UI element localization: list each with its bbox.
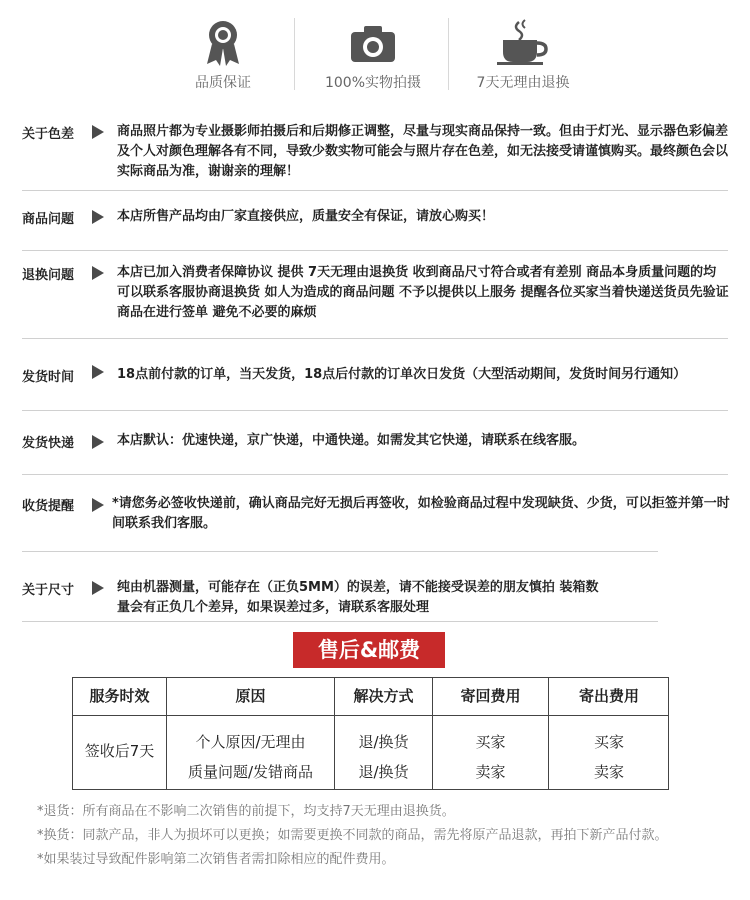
notice-label: 关于色差 (22, 127, 75, 142)
notice-text: 商品照片都为专业摄影师拍摄后和后期修正调整，尽量与现实商品保持一致。但由于灯光、显示器色彩偏差及个人对颜色理解各有不同，导致少数实物可能会与照片存在色差，如无法接受请谨慎购买。最终颜色会以实际商品为准，谢谢亲的理解！ (117, 124, 729, 179)
play-arrow-icon (92, 498, 104, 512)
divider (22, 190, 728, 191)
return-badge (448, 18, 598, 92)
notice-text: *请您务必签收快递前，确认商品完好无损后再签收，如检验商品过程中发现缺货、少货，可以拒签并第一时间联系我们客服。 (112, 496, 730, 531)
divider (22, 551, 658, 552)
notice-label: 关于尺寸 (22, 583, 75, 598)
badge-label: 品质保证 (195, 75, 251, 91)
notice-text: 18点前付款的订单，当天发货，18点后付款的订单次日发货（大型活动期间，发货时间另行通知） (117, 367, 687, 382)
notice-text: 本店所售产品均由厂家直接供应，质量安全有保证，请放心购买！ (117, 209, 495, 224)
notice-text: 本店默认：优速快递，京广快递，中通快递。如需发其它快递，请联系在线客服。 (117, 433, 586, 448)
camera-icon (348, 18, 398, 68)
after-sales-table (72, 677, 669, 790)
divider (22, 474, 728, 475)
play-arrow-icon (92, 125, 104, 139)
footnote-exchange: *换货：同款产品，非人为损坏可以更换；如需要更换不同款的商品，需先将原产品退款，再拍下新产品付款。 (37, 828, 668, 843)
send-fee-cell: 卖家 (593, 763, 624, 781)
footnote-return: *退货：所有商品在不影响二次销售的前提下，均支持7天无理由退换货。 (37, 804, 455, 819)
play-arrow-icon (92, 365, 104, 379)
badge-label: 7天无理由退换 (476, 75, 570, 91)
notice-label: 收货提醒 (22, 499, 75, 514)
service-badges (0, 0, 750, 100)
coffee-cup-icon (495, 18, 551, 68)
solution-cell: 退/换货 (358, 763, 409, 781)
return-fee-cell: 买家 (475, 733, 506, 751)
notice-label: 发货时间 (22, 370, 75, 385)
rosette-icon (203, 18, 243, 68)
table-header: 原因 (235, 687, 266, 705)
notice-text: 纯由机器测量，可能存在（正负5MM）的误差，请不能接受误差的朋友慎拍 装箱数量会有正负几个差异，如果误差过多，请联系客服处理 (117, 580, 599, 615)
table-divider (73, 715, 668, 716)
notice-label: 发货快递 (22, 436, 75, 451)
divider (22, 338, 728, 339)
quality-badge (148, 18, 298, 92)
notice-label: 退换问题 (22, 268, 75, 283)
return-fee-cell: 卖家 (475, 763, 506, 781)
divider (22, 250, 728, 251)
divider (22, 410, 728, 411)
table-header: 寄回费用 (460, 687, 521, 705)
table-header: 解决方式 (353, 687, 414, 705)
table-header: 服务时效 (89, 687, 150, 705)
play-arrow-icon (92, 210, 104, 224)
divider (294, 18, 295, 90)
send-fee-cell: 买家 (593, 733, 624, 751)
badge-label: 100%实物拍摄 (324, 75, 422, 91)
real-photo-badge (298, 18, 448, 92)
notice-label: 商品问题 (22, 212, 75, 227)
section-title: 售后&邮费 (293, 632, 445, 668)
period-cell: 签收后7天 (84, 742, 155, 760)
table-header: 寄出费用 (578, 687, 639, 705)
play-arrow-icon (92, 266, 104, 280)
reason-cell: 质量问题/发错商品 (187, 763, 314, 781)
footnote-accessories: *如果装过导致配件影响第二次销售者需扣除相应的配件费用。 (37, 852, 395, 867)
play-arrow-icon (92, 435, 104, 449)
footnotes (37, 802, 737, 874)
reason-cell: 个人原因/无理由 (195, 733, 306, 751)
solution-cell: 退/换货 (358, 733, 409, 751)
play-arrow-icon (92, 581, 104, 595)
divider (22, 621, 658, 622)
notice-text: 本店已加入消费者保障协议 提供 7天无理由退换货 收到商品尺寸符合或者有差别 商品本身质量问题的均可以联系客服协商退换货 如人为造成的商品问题 不予以提供以上服务 提醒各位买家当着快递送货员先验证商品在进行签单 避免不必要的麻烦 (117, 265, 729, 320)
